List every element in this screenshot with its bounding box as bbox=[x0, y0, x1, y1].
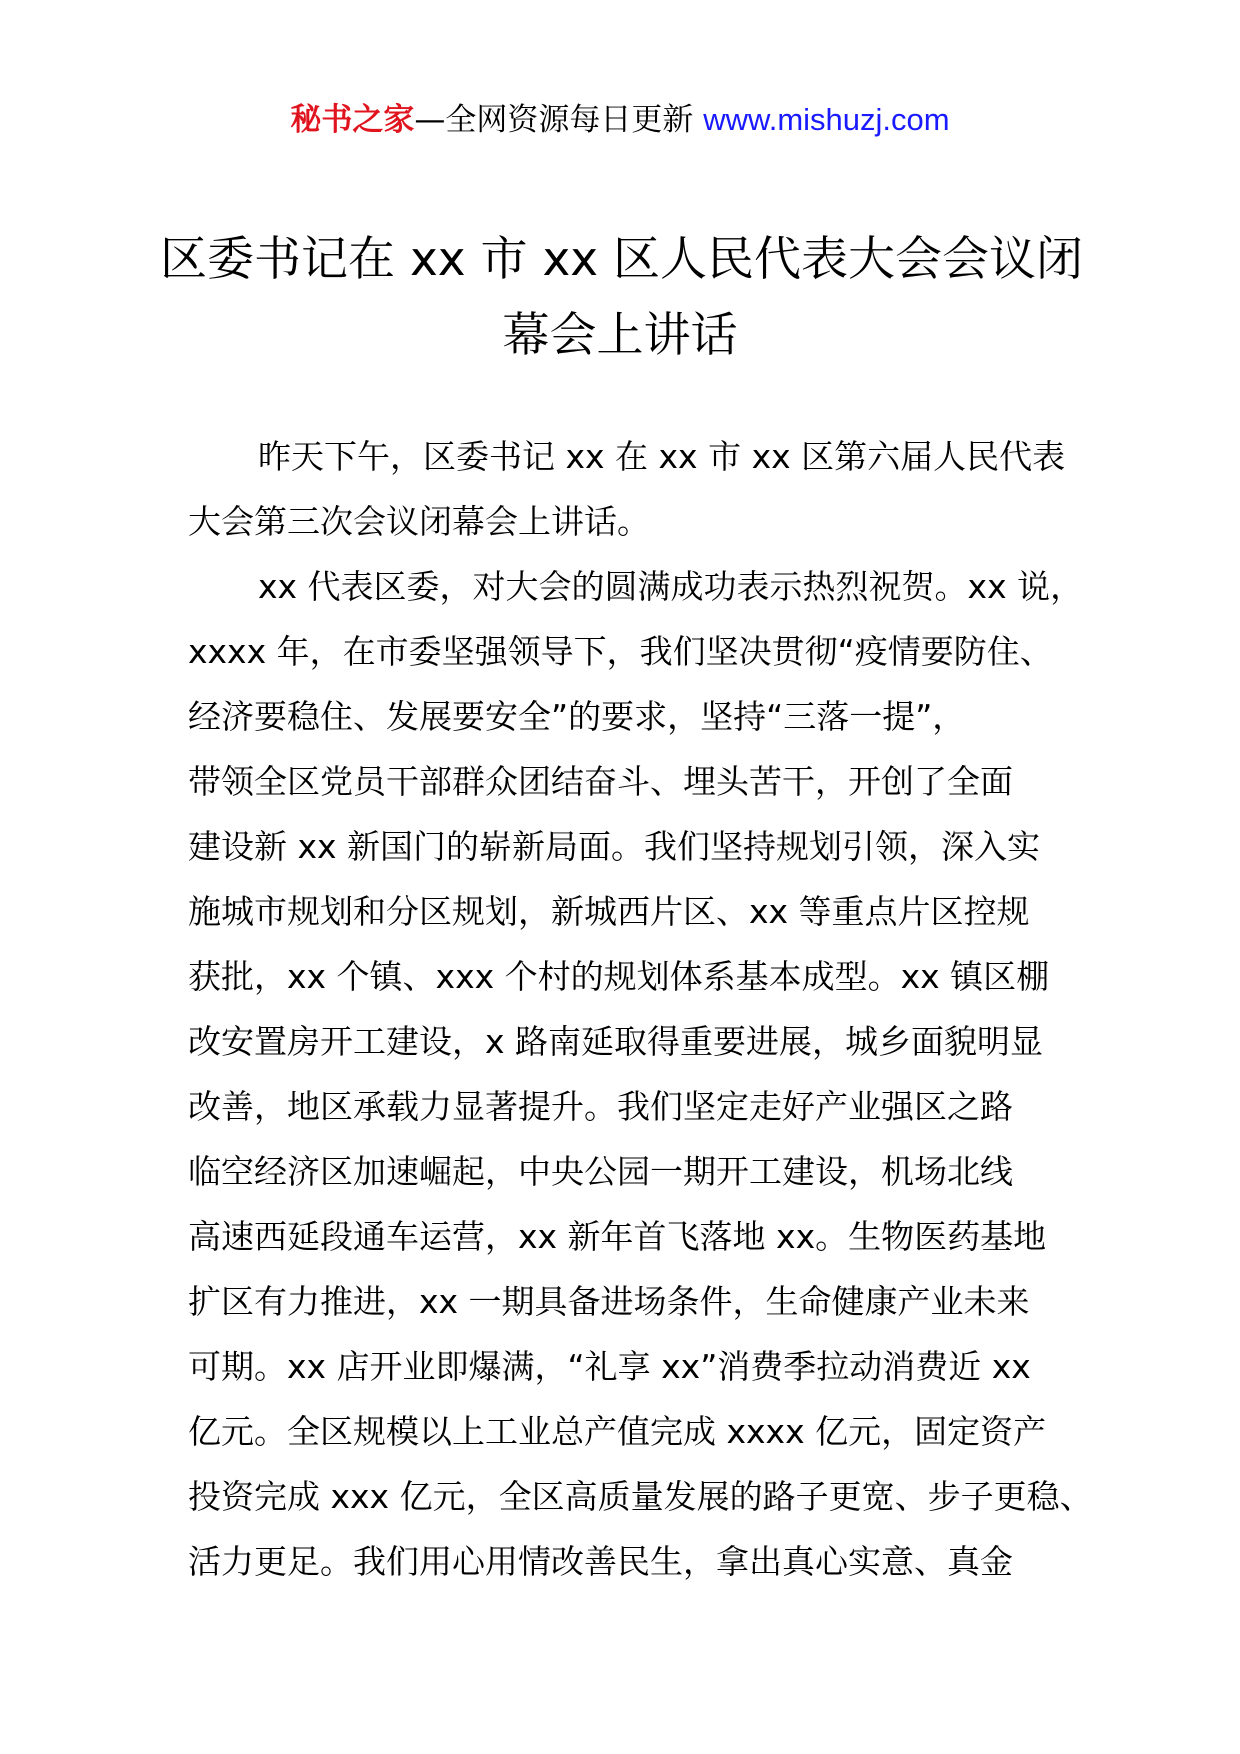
body-line: 施城市规划和分区规划，新城西片区、xx 等重点片区控规 bbox=[188, 892, 1030, 931]
body-line: xxxx 年，在市委坚强领导下，我们坚决贯彻“疫情要防住、 bbox=[188, 632, 1053, 671]
site-url-link[interactable]: www.mishuzj.com bbox=[703, 102, 950, 137]
body-line: 亿元。全区规模以上工业总产值完成 xxxx 亿元，固定资产 bbox=[188, 1412, 1047, 1451]
body-line: 改善，地区承载力显著提升。我们坚定走好产业强区之路 bbox=[188, 1087, 1013, 1126]
body-line: 活力更足。我们用心用情改善民生，拿出真心实意、真金 bbox=[188, 1542, 1013, 1581]
body-line: 高速西延段通车运营，xx 新年首飞落地 xx。生物医药基地 bbox=[188, 1217, 1047, 1256]
body-line: 扩区有力推进，xx 一期具备进场条件，生命健康产业未来 bbox=[188, 1282, 1030, 1321]
body-line: 获批，xx 个镇、xxx 个村的规划体系基本成型。xx 镇区棚 bbox=[188, 957, 1050, 996]
title-line-2: 幕会上讲话 bbox=[502, 308, 738, 363]
body-line: 带领全区党员干部群众团结奋斗、埋头苦干，开创了全面 bbox=[188, 762, 1013, 801]
body-line: 大会第三次会议闭幕会上讲话。 bbox=[188, 502, 650, 541]
body-line: 投资完成 xxx 亿元，全区高质量发展的路子更宽、步子更稳、 bbox=[188, 1477, 1093, 1516]
body-line: xx 代表区委，对大会的圆满成功表示热烈祝贺。xx 说， bbox=[258, 567, 1084, 606]
body-line: 经济要稳住、发展要安全”的要求，坚持“三落一提”， bbox=[188, 697, 966, 736]
body-line: 改安置房开工建设，x 路南延取得重要进展，城乡面貌明显 bbox=[188, 1022, 1044, 1061]
site-header bbox=[0, 100, 1240, 140]
body-line: 建设新 xx 新国门的崭新局面。我们坚持规划引领，深入实 bbox=[188, 827, 1041, 866]
brand-name: 秘书之家 bbox=[290, 102, 415, 138]
body-line: 可期。xx 店开业即爆满，“礼享 xx”消费季拉动消费近 xx bbox=[188, 1347, 1031, 1386]
document-title bbox=[160, 222, 1084, 374]
document-body bbox=[188, 424, 1093, 1594]
header-slogan: —全网资源每日更新 bbox=[414, 102, 704, 138]
title-line-1: 区委书记在 xx 市 xx 区人民代表大会会议闭 bbox=[160, 232, 1084, 287]
body-line: 昨天下午，区委书记 xx 在 xx 市 xx 区第六届人民代表 bbox=[258, 437, 1066, 476]
body-line: 临空经济区加速崛起，中央公园一期开工建设，机场北线 bbox=[188, 1152, 1013, 1191]
